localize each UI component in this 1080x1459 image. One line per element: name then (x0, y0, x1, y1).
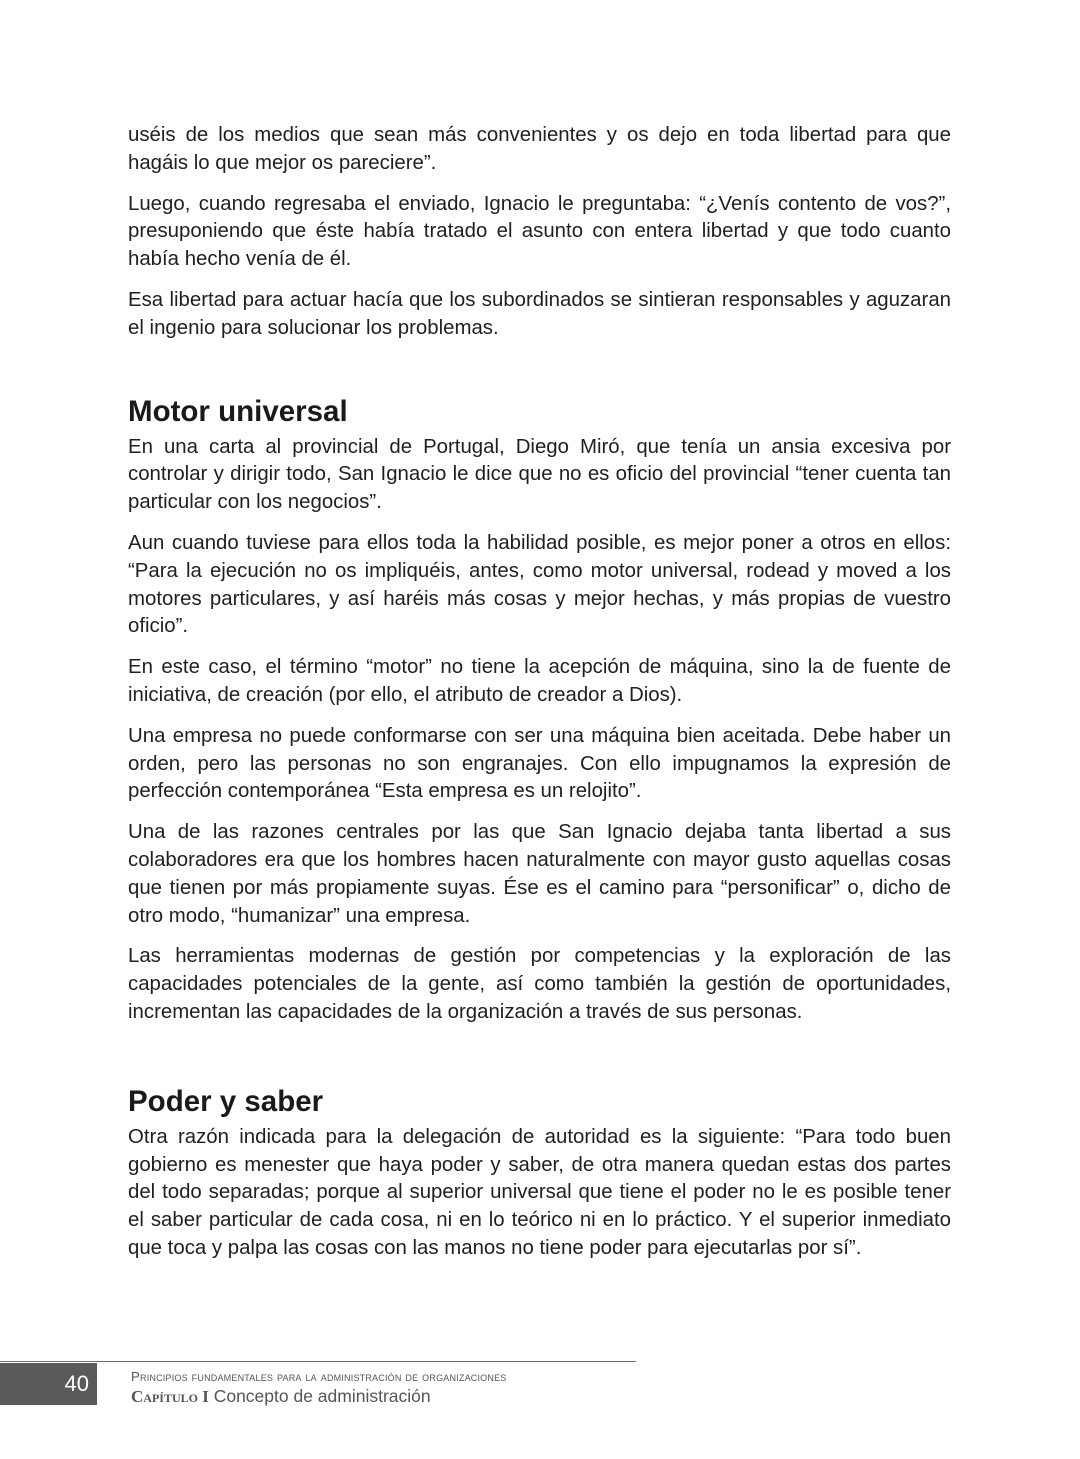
paragraph: Luego, cuando regresaba el enviado, Ignacio le preguntaba: “¿Venís contento de vos?”, presuponiendo que éste había tratado el asunto con entera libertad y que todo cuanto había hecho venía de él. (128, 192, 951, 271)
page-number: 40 (64, 1371, 89, 1396)
page-number-badge (0, 1363, 97, 1405)
footer-divider (0, 1361, 636, 1362)
paragraph: Una empresa no puede conformarse con ser una máquina bien aceitada. Debe haber un orden, pero las personas no son engranajes. Con ello impugnamos la expresión de perfección contemporánea “Esta empresa es un relojito”. (128, 724, 951, 803)
footer-book-title: Principios fundamentales para la administración de organizaciones (131, 1369, 507, 1384)
paragraph: Las herramientas modernas de gestión por competencias y la exploración de las capacidades potenciales de la gente, así como también la gestión de oportunidades, incrementan las capacidades de la organización a través de sus personas. (128, 945, 951, 1023)
paragraph: Aun cuando tuviese para ellos toda la habilidad posible, es mejor poner a otros en ellos: “Para la ejecución no os impliquéis, antes, como motor universal, rodead y moved a los motores particulares, y así haréis más cosas y mejor hechas, y más propias de vuestro oficio”. (128, 531, 951, 638)
paragraph: uséis de los medios que sean más convenientes y os dejo en toda libertad para que hagáis lo que mejor os pareciere”. (128, 124, 951, 174)
paragraph: Otra razón indicada para la delegación de autoridad es la siguiente: “Para todo buen gobierno es menester que haya poder y saber, de otra manera quedan estas dos partes del todo separadas; porque al superior universal que tiene el poder no le es posible tener el saber particular de cada cosa, ni en lo teórico ni en lo práctico. Y el superior inmediato que toca y palpa las cosas con las manos no tiene poder para ejecutarlas por sí”. (128, 1125, 951, 1259)
footer-chapter-label: Capítulo I (131, 1387, 209, 1406)
paragraph: Esa libertad para actuar hacía que los subordinados se sintieran responsables y aguzaran el ingenio para solucionar los problemas. (128, 288, 951, 339)
paragraph: En este caso, el término “motor” no tiene la acepción de máquina, sino la de fuente de iniciativa, de creación (por ello, el atributo de creador a Dios). (128, 656, 951, 706)
paragraph: Una de las razones centrales por las que San Ignacio dejaba tanta libertad a sus colaboradores era que los hombres hacen naturalmente con mayor gusto aquellas cosas que tienen por más propiamente suyas. Ése es el camino para “personificar” o, dicho de otro modo, “humanizar” una empresa. (128, 821, 951, 927)
section-heading-poder-y-saber: Poder y saber (128, 1084, 324, 1118)
footer-chapter (131, 1385, 651, 1408)
footer-chapter-title: Concepto de administración (213, 1386, 431, 1406)
section-heading-motor-universal: Motor universal (128, 394, 348, 428)
page-content (128, 122, 951, 1276)
paragraph: En una carta al provincial de Portugal, Diego Miró, que tenía un ansia excesiva por controlar y dirigir todo, San Ignacio le dice que no es oficio del provincial “tener cuenta tan particular con los negocios”. (128, 435, 951, 514)
running-footer (131, 1368, 651, 1408)
